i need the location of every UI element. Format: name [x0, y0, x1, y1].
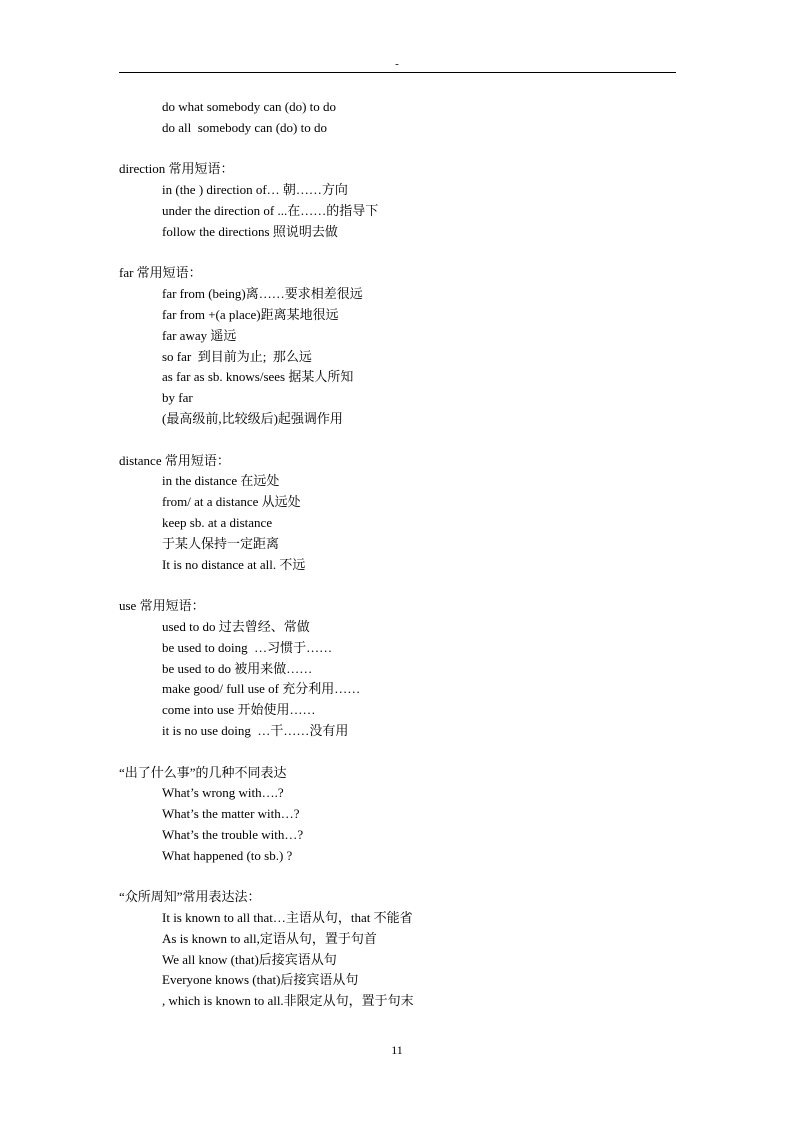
phrase-line: far from +(a place)距离某地很远	[162, 306, 339, 322]
phrase-line: in the distance 在远处	[162, 473, 280, 489]
phrase-line: do what somebody can (do) to do	[162, 99, 337, 114]
phrase-line: in (the ) direction of… 朝……方向	[162, 182, 348, 198]
phrase-line: It is known to all that…主语从句，that 不能省	[162, 910, 413, 926]
phrase-line: make good/ full use of 充分利用……	[162, 681, 361, 697]
page-number: 11	[391, 1043, 403, 1057]
phrase-line: 于某人保持一定距离	[162, 535, 280, 551]
phrase-line: keep sb. at a distance	[162, 514, 273, 530]
spacer	[119, 575, 676, 596]
section-heading: distance 常用短语：	[119, 452, 230, 468]
section-heading: “出了什么事”的几种不同表达	[119, 764, 287, 780]
header-rule	[119, 72, 676, 73]
phrase-line: far from (being)离……要求相差很远	[162, 286, 363, 302]
spacer	[119, 866, 676, 887]
phrase-line: so far 到目前为止; 那么远	[162, 348, 312, 364]
phrase-line: used to do 过去曾经、常做	[162, 618, 310, 634]
section-heading: use 常用短语：	[119, 598, 205, 614]
phrase-line: What’s the trouble with…?	[162, 826, 304, 842]
phrase-line: What’s the matter with…?	[162, 806, 300, 822]
phrase-line: (最高级前,比较级后)起强调作用	[162, 410, 343, 426]
phrase-line: be used to doing …习惯于……	[162, 639, 333, 655]
phrase-line: by far	[162, 390, 193, 406]
phrase-line: What happened (to sb.) ?	[162, 847, 293, 863]
phrase-line: It is no distance at all. 不远	[162, 556, 306, 572]
phrase-line: As is known to all,定语从句，置于句首	[162, 930, 377, 946]
phrase-line: do all somebody can (do) to do	[162, 119, 327, 135]
phrase-line: be used to do 被用来做……	[162, 660, 313, 676]
phrase-line: Everyone knows (that)后接宾语从句	[162, 972, 359, 988]
phrase-line: from/ at a distance 从远处	[162, 494, 301, 510]
phrase-line: We all know (that)后接宾语从句	[162, 951, 337, 967]
document-body	[119, 97, 676, 1012]
phrase-line: far away 遥远	[162, 327, 237, 343]
section-heading: far 常用短语：	[119, 265, 202, 281]
phrase-line: What’s wrong with….?	[162, 785, 284, 801]
spacer	[119, 139, 676, 160]
phrase-line: as far as sb. knows/sees 据某人所知	[162, 369, 354, 385]
phrase-line: , which is known to all.非限定从句，置于句末	[162, 993, 414, 1009]
spacer	[119, 243, 676, 264]
section-heading: direction 常用短语：	[119, 161, 234, 177]
header-mark: -	[395, 58, 399, 70]
spacer	[119, 430, 676, 451]
spacer	[119, 742, 676, 763]
phrase-line: follow the directions 照说明去做	[162, 223, 338, 239]
phrase-line: come into use 开始使用……	[162, 702, 316, 718]
phrase-line: under the direction of ...在……的指导下	[162, 202, 379, 218]
phrase-line: it is no use doing …干……没有用	[162, 722, 349, 738]
section-heading: “众所周知”常用表达法：	[119, 889, 261, 905]
